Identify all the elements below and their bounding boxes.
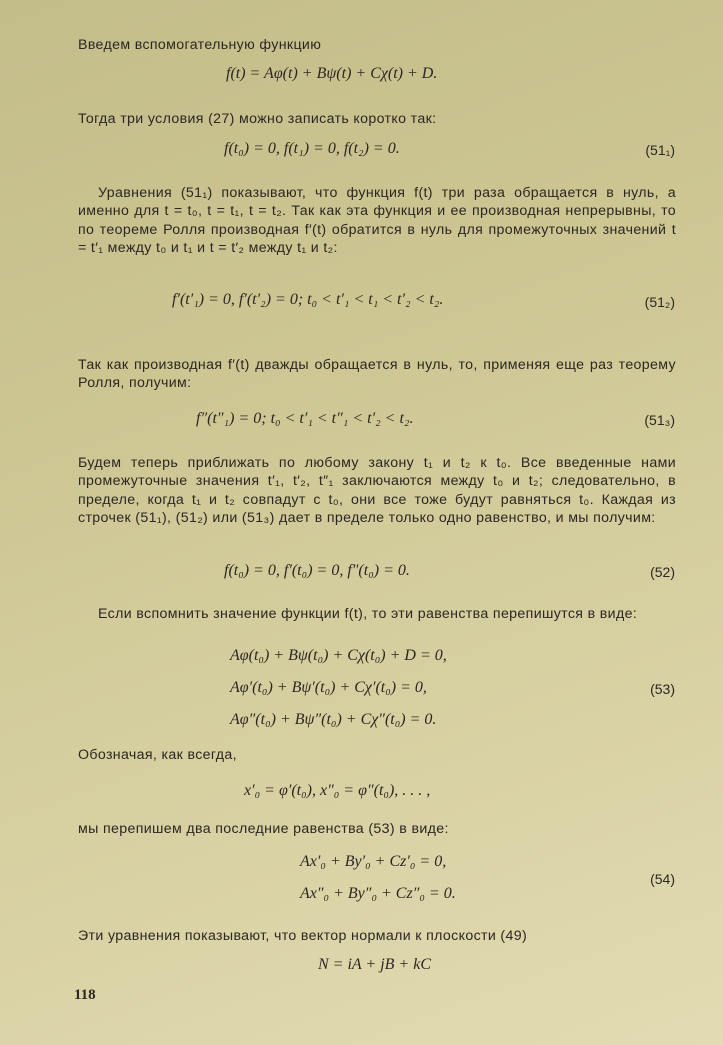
paragraph-rolle-theorem: Уравнения (51₁) показывают, что функция f(t) три раза обращается в нуль, а именно для t = t₀, t = t₁, t = t₂. Так как эта функция и ее производная непрерывны, то по теореме Ролля производная f′(t) обратится в нуль для промежуточных значений t = t′₁ между t₀ и t₁ и t = t′₂ между t₁ и t₂:: [78, 185, 676, 256]
paragraph-second-rolle: Так как производная f′(t) дважды обращается в нуль, то, применяя еще раз теорему Ролля, получим:: [78, 357, 676, 392]
equation-51-3: f″(t″₁) = 0; t₀ < t′₁ < t″₁ < t′₂ < t₂.: [196, 410, 414, 427]
equation-52: f(t₀) = 0, f′(t₀) = 0, f″(t₀) = 0.: [224, 562, 410, 579]
paragraph-rewrite: Если вспомнить значение функции f(t), то эти равенства перепишутся в виде:: [98, 606, 638, 622]
equation-number-51-1: (51₁): [645, 142, 675, 158]
equation-53-line-1: Aφ(t₀) + Bψ(t₀) + Cχ(t₀) + D = 0,: [230, 647, 447, 664]
equation-51-2: f′(t′₁) = 0, f′(t′₂) = 0; t₀ < t′₁ < t₁ < t′₂ < t₂.: [172, 291, 444, 308]
equation-53-line-3: Aφ″(t₀) + Bψ″(t₀) + Cχ″(t₀) = 0.: [230, 711, 437, 728]
equation-auxiliary-function: f(t) = Aφ(t) + Bψ(t) + Cχ(t) + D.: [226, 65, 438, 82]
equation-notation: x′₀ = φ′(t₀), x″₀ = φ″(t₀), . . . ,: [244, 782, 431, 799]
paragraph-conditions: Тогда три условия (27) можно записать коротко так:: [78, 111, 437, 127]
paragraph-notation: Обозначая, как всегда,: [78, 747, 237, 763]
equation-number-51-3: (51₃): [644, 412, 675, 428]
paragraph-normal-vector: Эти уравнения показывают, что вектор нормали к плоскости (49): [78, 928, 528, 944]
paragraph-intro: Введем вспомогательную функцию: [78, 37, 322, 53]
paragraph-limit: Будем теперь приближать по любому закону t₁ и t₂ к t₀. Все введенные нами промежуточные значения t′₁, t′₂, t″₁ заключаются между t₀ и t₂; следовательно, в пределе, когда t₁ и t₂ совпадут с t₀, они все тоже будут равняться t₀. Каждая из строчек (51₁), (51₂) или (51₃) дает в пределе только одно равенство, и мы получим:: [78, 455, 676, 526]
equation-number-54: (54): [650, 871, 675, 887]
paragraph-rewrite-two: мы перепишем два последние равенства (53) в виде:: [78, 821, 449, 837]
equation-53-line-2: Aφ′(t₀) + Bψ′(t₀) + Cχ′(t₀) = 0,: [230, 679, 427, 696]
equation-number-52: (52): [650, 564, 675, 580]
page-number: 118: [74, 987, 96, 1003]
equation-54-line-1: Ax′₀ + By′₀ + Cz′₀ = 0,: [300, 853, 447, 870]
equation-number-51-2: (51₂): [644, 294, 675, 310]
equation-number-53: (53): [650, 681, 675, 697]
equation-54-line-2: Ax″₀ + By″₀ + Cz″₀ = 0.: [300, 885, 456, 902]
equation-normal-vector: N = iA + jB + kC: [318, 956, 431, 973]
equation-51-1: f(t₀) = 0, f(t₁) = 0, f(t₂) = 0.: [224, 140, 400, 157]
